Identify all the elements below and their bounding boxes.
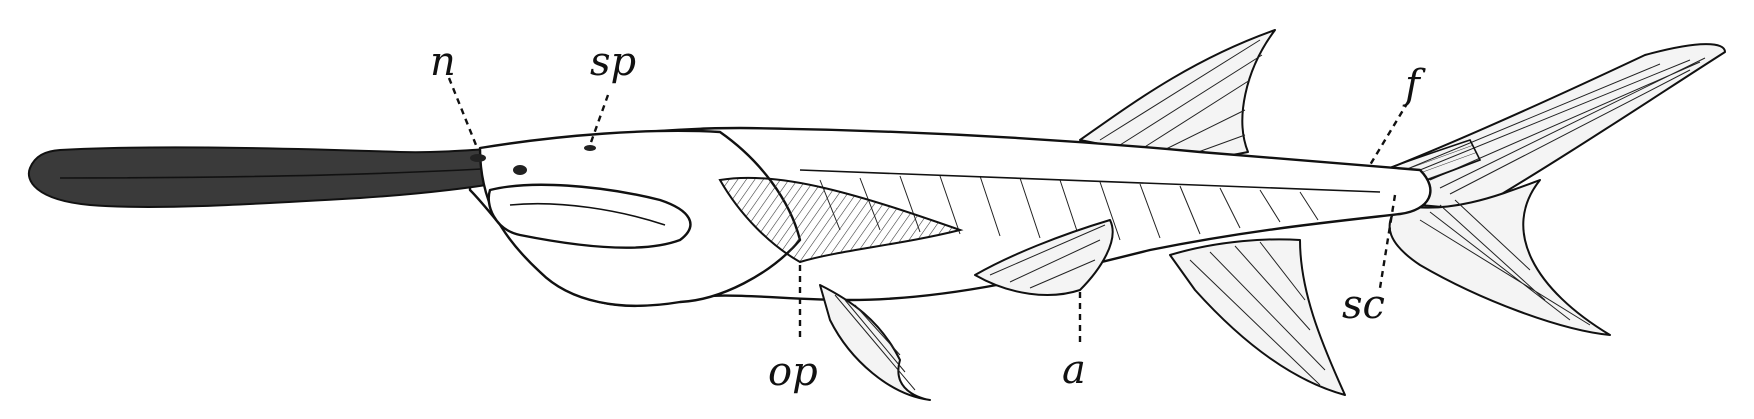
- leader-n: [449, 78, 478, 150]
- label-a: a: [1062, 347, 1086, 393]
- leader-f: [1370, 102, 1408, 165]
- label-sc: sc: [1342, 282, 1385, 328]
- label-n: n: [430, 39, 456, 85]
- nostril-mark: [470, 154, 486, 162]
- upper-caudal-lobe: [1390, 44, 1725, 210]
- label-sp: sp: [590, 39, 637, 85]
- eye: [513, 165, 527, 175]
- label-op: op: [768, 349, 818, 395]
- anal-fin: [1170, 239, 1345, 395]
- label-f: f: [1405, 62, 1420, 108]
- spiracle-mark: [584, 145, 596, 151]
